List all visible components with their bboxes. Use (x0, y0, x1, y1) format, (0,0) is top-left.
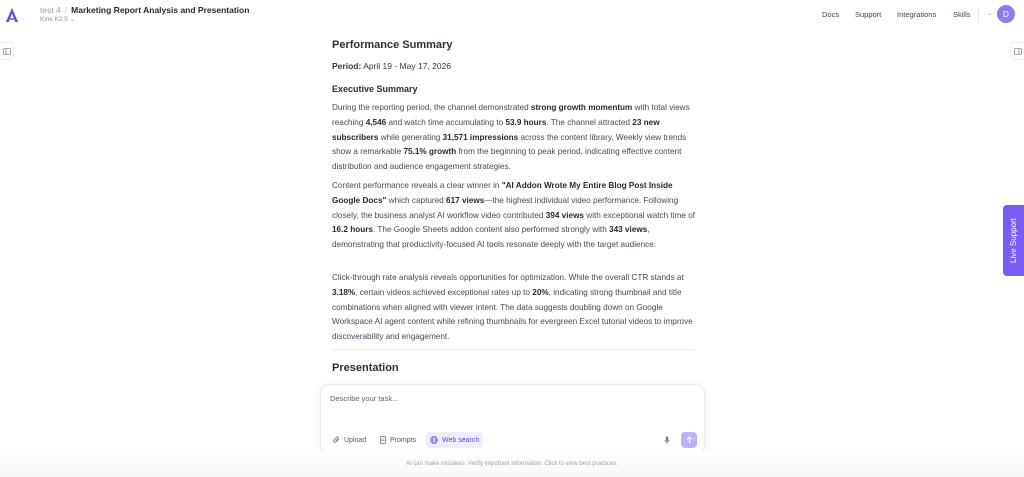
right-sidebar-toggle[interactable] (1010, 42, 1024, 60)
nav-integrations-link[interactable]: Integrations (897, 10, 937, 19)
nav-divider (978, 8, 979, 22)
prompts-label: Prompts (390, 436, 417, 444)
avatar-initial: D (1002, 9, 1010, 19)
microphone-button[interactable] (660, 433, 674, 447)
task-input[interactable] (330, 394, 670, 403)
section-divider (332, 349, 694, 350)
arrow-up-icon (686, 436, 693, 444)
account-chevron-icon[interactable]: ⌄ (987, 11, 993, 17)
globe-icon (430, 436, 438, 444)
nav-skills-link[interactable]: Skills (953, 10, 971, 19)
summary-paragraph-3: Click-through rate analysis reveals opportunities for optimization. While the overall CTR stands at 3.18%, certain videos achieved exceptional rates up to 20%, indicating strong thumbnail and title combinations when aligned with viewer intent. The data suggests doubling down on Google Workspace AI agent content while refining thumbnails for evergreen Excel tutorial videos to improve discoverability and engagement. (332, 273, 693, 342)
page-title: Marketing Report Analysis and Presentation (71, 5, 250, 15)
period-label: Period: (332, 61, 362, 71)
chevron-down-icon: ⌄ (69, 17, 75, 23)
executive-summary-heading: Executive Summary (332, 84, 418, 94)
breadcrumb-separator: / (64, 5, 68, 15)
presentation-heading: Presentation (332, 362, 399, 374)
sidebar-panel-icon (3, 48, 11, 55)
web-search-toggle[interactable] (426, 432, 483, 448)
nav-docs-link[interactable]: Docs (822, 10, 840, 19)
microphone-icon (664, 436, 670, 445)
sidebar-panel-icon (1014, 48, 1022, 55)
breadcrumb (40, 5, 249, 15)
avatar[interactable] (997, 5, 1015, 23)
document-icon (380, 436, 386, 444)
live-support-button[interactable] (1003, 205, 1024, 276)
summary-paragraph-2: Content performance reveals a clear winner in "AI Addon Wrote My Entire Blog Post Inside Google Docs" which captured 617 views—the highest individual video performance. Following closely, the business analyst AI workflow video contributed 394 views with exceptional watch time of 16.2 hours. The Google Sheets addon content also performed strongly with 343 views, demonstrating that productivity-focused AI tools resonate deeply with the target audience. (332, 181, 696, 250)
breadcrumb-project[interactable]: test 4 (40, 5, 61, 15)
model-label: Kimi K2.5 (40, 16, 68, 23)
disclaimer-link[interactable]: AI can make mistakes. Verify important information. Click to view best practices. (405, 461, 619, 467)
top-bar (0, 0, 1024, 30)
task-composer (320, 384, 705, 454)
model-selector[interactable] (40, 16, 75, 23)
paperclip-icon (333, 436, 340, 444)
web-search-label: Web search (442, 436, 480, 444)
live-support-label: Live Support (1009, 218, 1019, 263)
summary-paragraph-1: During the reporting period, the channel demonstrated strong growth momentum with total views reaching 4,546 and watch time accumulating to 53.9 hours. The channel attracted 23 new subscribers while generating 31,571 impressions across the content library. Weekly view trends show a remarkable 75.1% growth from the beginning to peak period, indicating effective content distribution and audience engagement strategies. (332, 103, 690, 172)
upload-label: Upload (344, 436, 367, 444)
left-sidebar-toggle[interactable] (0, 42, 14, 60)
report-period (332, 61, 451, 71)
report-heading: Performance Summary (332, 39, 453, 51)
send-button[interactable] (681, 432, 697, 448)
prompts-button[interactable] (376, 432, 420, 448)
period-value: April 19 - May 17, 2026 (363, 61, 452, 71)
upload-button[interactable] (329, 432, 370, 448)
nav-support-link[interactable]: Support (855, 10, 882, 19)
app-logo-icon[interactable] (5, 7, 19, 23)
